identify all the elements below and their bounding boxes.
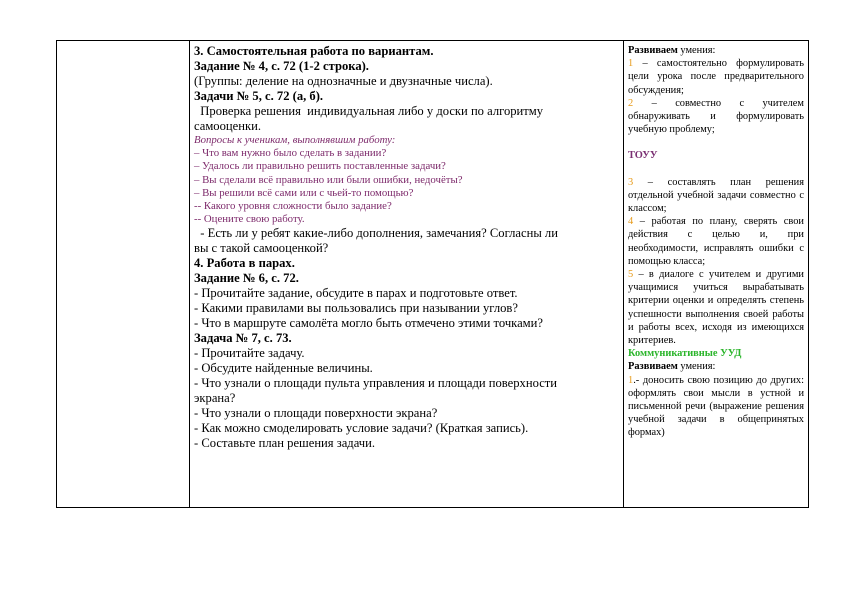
question-item: -- Оцените свою работу. <box>194 213 305 226</box>
text-line: - Прочитайте задачу. <box>194 346 305 361</box>
skills-heading-bold: Развиваем <box>628 45 678 56</box>
text-line: самооценки. <box>194 119 261 133</box>
skill-text: – самостоятельно формулировать цели урока после предварительного обсуждения; <box>628 58 804 96</box>
skill-number: 1 <box>628 374 634 386</box>
skills-heading-rest: умения: <box>677 361 716 373</box>
questions-title: Вопросы к ученикам, выполнявшим работу: <box>194 134 396 146</box>
skill-text: – в диалоге с учителем и другими учащимися учиться вырабатывать критерии оценки и определять степень успешности выполнения своей работы и работы всех, исходя из имеющихся критериев. <box>628 269 804 347</box>
skill-item <box>628 374 804 440</box>
toyy-heading: ТОУУ <box>628 150 658 162</box>
question-item: – Вы сделали всё правильно или были ошибки, недочёты? <box>194 173 463 186</box>
skill-text: – работая по плану, сверять свои действия с целью и, при необходимости, исправлять ошибки с помощью класса; <box>628 216 804 267</box>
skill-item <box>628 57 804 97</box>
text-line: - Есть ли у ребят какие-либо дополнения, замечания? Согласны ли <box>194 226 558 241</box>
table-row <box>57 41 809 508</box>
skill-text: – составлять план решения отдельной учебной задачи совместно с классом; <box>628 176 804 215</box>
task-heading: Задание № 4, с. 72 (1-2 строка). <box>194 59 369 73</box>
text-line: - Что узнали о площади поверхности экрана? <box>194 406 438 421</box>
skill-number: 5 <box>628 269 634 281</box>
task-heading: Задача № 7, с. 73. <box>194 331 292 346</box>
text-line: - Что в маршруте самолёта могло быть отмечено этими точками? <box>194 316 543 331</box>
text-line: (Группы: деление на однозначные и двузначные числа). <box>194 74 493 88</box>
text-line: - Как можно смоделировать условие задачи? (Краткая запись). <box>194 421 529 436</box>
skill-text: .- доносить свою позицию до других: оформлять свои мысли в устной и письменной речи (выражение решения учебной задачи в общепринятых формах) <box>628 374 804 439</box>
skill-item <box>628 97 804 137</box>
skills-heading-rest: умения: <box>677 45 716 56</box>
activity-cell <box>190 41 624 508</box>
text-line: экрана? <box>194 391 236 406</box>
skill-item <box>628 176 804 216</box>
skills-heading-bold: Развиваем <box>628 361 678 373</box>
question-item: – Удалось ли правильно решить поставленные задачи? <box>194 160 446 173</box>
skill-number: 3 <box>628 176 634 188</box>
text-line: вы с такой самооценкой? <box>194 241 329 256</box>
section-heading: 4. Работа в парах. <box>194 256 295 271</box>
skill-number: 4 <box>628 216 634 228</box>
text-line: - Составьте план решения задачи. <box>194 436 376 451</box>
text-line: - Обсудите найденные величины. <box>194 361 373 376</box>
task-heading: Задачи № 5, с. 72 (а, б). <box>194 89 324 103</box>
skill-number: 1 <box>628 58 634 70</box>
skills-heading <box>628 44 804 57</box>
skill-text: – совместно с учителем обнаруживать и формулировать учебную проблему; <box>628 97 804 136</box>
text-line: - Прочитайте задание, обсудите в парах и подготовьте ответ. <box>194 286 518 301</box>
question-item: -- Какого уровня сложности было задание? <box>194 200 392 213</box>
skills-cell <box>624 41 809 508</box>
task-heading: Задание № 6, с. 72. <box>194 271 299 286</box>
skills-heading <box>628 360 804 373</box>
question-item: – Вы решили всё сами или с чьей-то помощью? <box>194 186 414 199</box>
kuud-heading: Коммуникативные УУД <box>628 348 742 360</box>
skill-item <box>628 215 804 268</box>
lesson-table <box>56 40 809 508</box>
text-line: Проверка решения индивидуальная либо у доски по алгоритму <box>194 104 544 118</box>
text-line: - Что узнали о площади пульта управления и площади поверхности <box>194 376 558 391</box>
section-heading: 3. Самостоятельная работа по вариантам. <box>194 44 434 58</box>
question-item: – Что вам нужно было сделать в задании? <box>194 147 387 160</box>
skill-number: 2 <box>628 97 634 109</box>
skill-item <box>628 268 804 347</box>
stage-cell <box>57 41 190 508</box>
text-line: - Какими правилами вы пользовались при назывании углов? <box>194 301 518 316</box>
